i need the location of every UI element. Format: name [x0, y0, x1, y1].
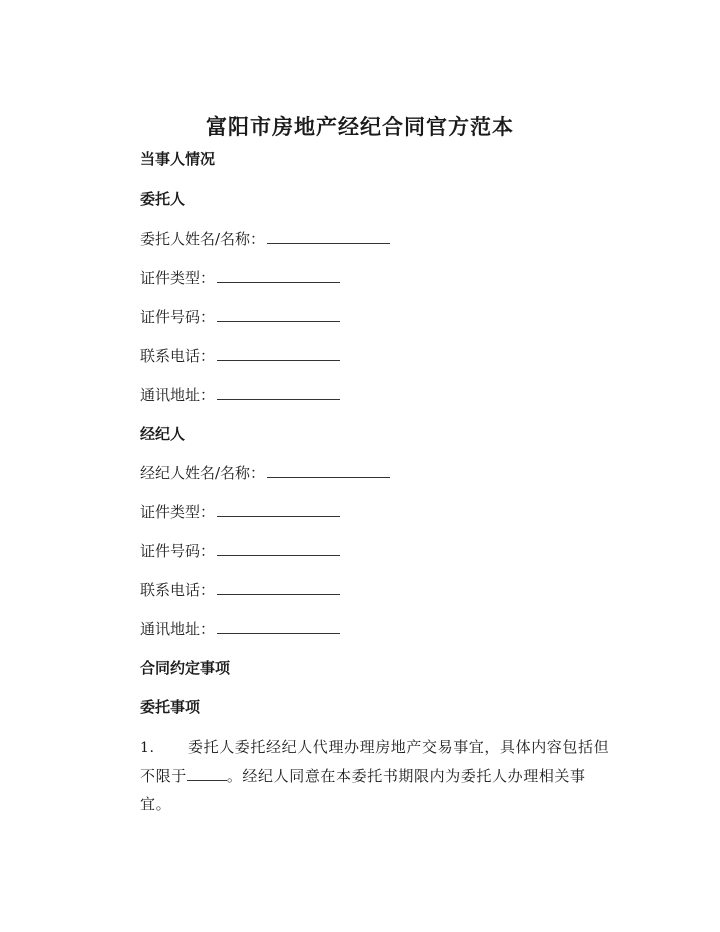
clause-1-text-a: 委托人委托经纪人代理办理房地产交易事宜，具体内容包括但不限于	[140, 738, 610, 785]
client-name-blank[interactable]	[267, 229, 390, 244]
agent-name-label: 经纪人姓名/名称：	[140, 464, 266, 482]
section-heading-entrusted-matters: 委托事项	[140, 698, 201, 716]
agent-phone-label: 联系电话：	[140, 581, 216, 599]
client-id-type-blank[interactable]	[217, 268, 340, 283]
client-id-type-label: 证件类型：	[140, 269, 216, 287]
client-address-row	[140, 384, 340, 406]
client-address-label: 通讯地址：	[140, 386, 216, 404]
section-heading-client: 委托人	[140, 190, 186, 208]
agent-phone-row	[140, 579, 340, 601]
agent-id-number-row	[140, 540, 340, 562]
client-id-number-row	[140, 306, 340, 328]
section-heading-agent: 经纪人	[140, 425, 186, 443]
clause-1-text-b: 。经纪人同意在本委托书期限内为委托人办理相关事宜。	[140, 767, 586, 813]
clause-1-paragraph	[140, 733, 610, 818]
client-phone-blank[interactable]	[217, 346, 340, 361]
client-id-number-label: 证件号码：	[140, 308, 216, 326]
agent-id-number-blank[interactable]	[217, 541, 340, 556]
document-title: 富阳市房地产经纪合同官方范本	[206, 114, 514, 139]
client-address-blank[interactable]	[217, 385, 340, 400]
agent-id-type-blank[interactable]	[217, 502, 340, 517]
client-name-row	[140, 228, 390, 250]
agent-phone-blank[interactable]	[217, 580, 340, 595]
agent-name-row	[140, 462, 390, 484]
agent-id-number-label: 证件号码：	[140, 542, 216, 560]
clause-1-number: 1.	[140, 740, 155, 756]
client-phone-row	[140, 345, 340, 367]
agent-name-blank[interactable]	[267, 463, 390, 478]
agent-id-type-label: 证件类型：	[140, 503, 216, 521]
client-id-number-blank[interactable]	[217, 307, 340, 322]
agent-address-row	[140, 618, 340, 640]
client-id-type-row	[140, 267, 340, 289]
agent-id-type-row	[140, 501, 340, 523]
client-phone-label: 联系电话：	[140, 347, 216, 365]
agent-address-label: 通讯地址：	[140, 620, 216, 638]
section-heading-contract-terms: 合同约定事项	[140, 659, 231, 677]
section-heading-parties: 当事人情况	[140, 150, 216, 168]
client-name-label: 委托人姓名/名称：	[140, 230, 266, 248]
agent-address-blank[interactable]	[217, 619, 340, 634]
clause-1-blank[interactable]	[187, 766, 227, 781]
